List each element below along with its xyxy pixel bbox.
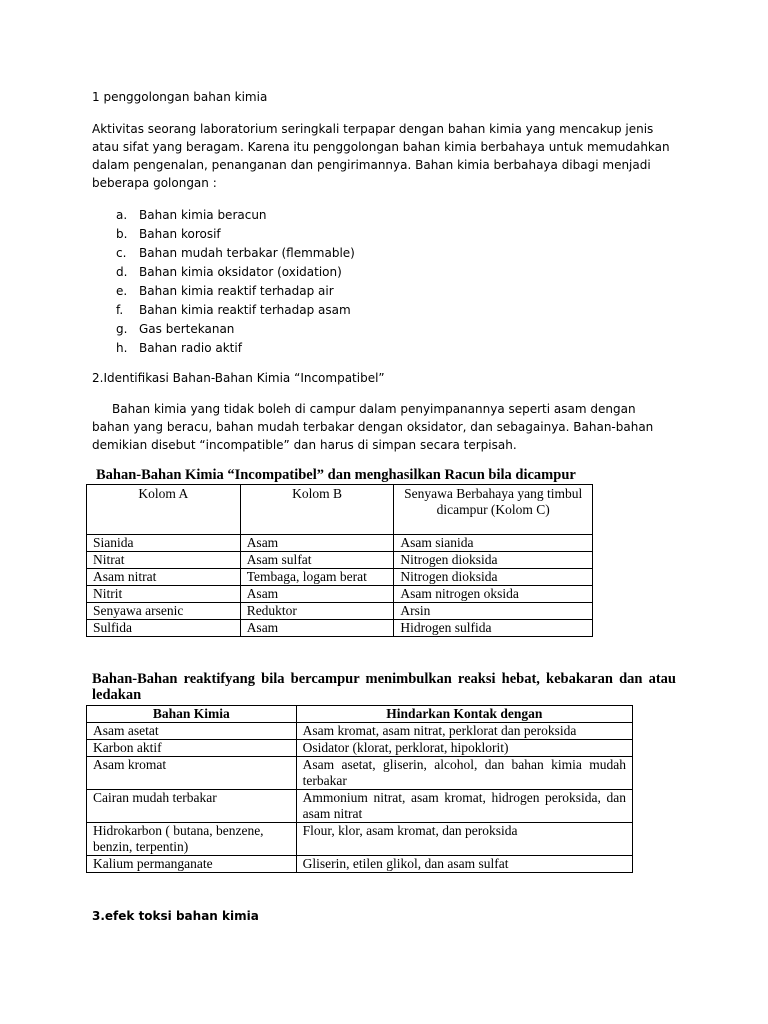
list-item-text: Bahan kimia reaktif terhadap asam — [139, 303, 351, 317]
list-marker: d. — [116, 265, 128, 279]
list-marker: b. — [116, 227, 128, 241]
table-cell: Asam sianida — [394, 535, 593, 552]
intro-paragraph — [92, 120, 682, 192]
table-cell: Asam nitrogen oksida — [394, 586, 593, 603]
incompatible-chemicals-table — [86, 484, 593, 637]
list-item — [92, 225, 355, 244]
table-cell: Karbon aktif — [87, 740, 297, 757]
table-cell: Asam asetat — [87, 723, 297, 740]
column-header: Hindarkan Kontak dengan — [296, 706, 632, 723]
table-cell: Asam — [240, 535, 394, 552]
table-row — [87, 790, 633, 823]
table-1-title: Bahan-Bahan Kimia “Incompatibel” dan menghasilkan Racun bila dicampur — [96, 467, 576, 483]
list-item — [92, 282, 355, 301]
list-marker: g. — [116, 322, 128, 336]
table-row — [87, 569, 593, 586]
list-item-text: Bahan kimia beracun — [139, 208, 267, 222]
list-item — [92, 320, 355, 339]
table-cell: Hidrogen sulfida — [394, 620, 593, 637]
column-header: Kolom B — [240, 485, 394, 535]
table-cell: Nitrogen dioksida — [394, 569, 593, 586]
section-1-heading: 1 penggolongan bahan kimia — [92, 90, 268, 104]
list-marker: h. — [116, 341, 128, 355]
hazard-class-list — [92, 206, 355, 358]
table-row — [87, 856, 633, 873]
table-cell: Tembaga, logam berat — [240, 569, 394, 586]
column-header: Senyawa Berbahaya yang timbul dicampur (Kolom C) — [394, 485, 593, 535]
table-row — [87, 552, 593, 569]
table-cell: Kalium permanganate — [87, 856, 297, 873]
table-row — [87, 620, 593, 637]
list-item-text: Bahan mudah terbakar (flemmable) — [139, 246, 355, 260]
table-row — [87, 823, 633, 856]
table-cell: Nitrat — [87, 552, 241, 569]
list-marker: f. — [116, 303, 124, 317]
list-item — [92, 301, 355, 320]
table-cell: Asam kromat — [87, 757, 297, 790]
table-cell: Senyawa arsenic — [87, 603, 241, 620]
table-cell: Asam nitrat — [87, 569, 241, 586]
table-cell: Asam kromat, asam nitrat, perklorat dan peroksida — [296, 723, 632, 740]
table-cell: Reduktor — [240, 603, 394, 620]
list-item-text: Gas bertekanan — [139, 322, 235, 336]
table-cell: Cairan mudah terbakar — [87, 790, 297, 823]
table-row — [87, 757, 633, 790]
section-3-heading: 3.efek toksi bahan kimia — [92, 909, 259, 923]
table-2-title: Bahan-Bahan reaktifyang bila bercampur menimbulkan reaksi hebat, kebakaran dan atau ledakan — [92, 671, 676, 703]
incompatible-text: Bahan kimia yang tidak boleh di campur dalam penyimpanannya seperti asam dengan bahan yang beracu, bahan mudah terbakar dengan oksidator, dan sebagainya. Bahan-bahan demikian disebut “incompatible” dan harus di simpan secara terpisah. — [92, 402, 654, 452]
table-cell: Ammonium nitrat, asam kromat, hidrogen peroksida, dan asam nitrat — [296, 790, 632, 823]
table-cell: Osidator (klorat, perklorat, hipoklorit) — [296, 740, 632, 757]
list-item — [92, 339, 355, 358]
table-row — [87, 723, 633, 740]
table-header-row — [87, 706, 633, 723]
table-row — [87, 586, 593, 603]
table-cell: Sianida — [87, 535, 241, 552]
list-item-text: Bahan korosif — [139, 227, 221, 241]
table-cell: Nitrogen dioksida — [394, 552, 593, 569]
reactive-chemicals-table — [86, 705, 633, 873]
table-cell: Asam sulfat — [240, 552, 394, 569]
column-header: Bahan Kimia — [87, 706, 297, 723]
table-cell: Hidrokarbon ( butana, benzene, benzin, terpentin) — [87, 823, 297, 856]
list-item — [92, 206, 355, 225]
list-item-text: Bahan radio aktif — [139, 341, 242, 355]
table-cell: Sulfida — [87, 620, 241, 637]
table-row — [87, 603, 593, 620]
table-header-row — [87, 485, 593, 535]
column-header: Kolom A — [87, 485, 241, 535]
table-row — [87, 740, 633, 757]
table-cell: Asam — [240, 620, 394, 637]
list-item — [92, 244, 355, 263]
table-row — [87, 535, 593, 552]
list-marker: a. — [116, 208, 128, 222]
table-cell: Asam — [240, 586, 394, 603]
section-2-heading: 2.Identifikasi Bahan-Bahan Kimia “Incompatibel” — [92, 371, 385, 385]
table-cell: Flour, klor, asam kromat, dan peroksida — [296, 823, 632, 856]
list-item — [92, 263, 355, 282]
list-item-text: Bahan kimia reaktif terhadap air — [139, 284, 334, 298]
table-cell: Gliserin, etilen glikol, dan asam sulfat — [296, 856, 632, 873]
table-cell: Nitrit — [87, 586, 241, 603]
table-cell: Arsin — [394, 603, 593, 620]
list-marker: c. — [116, 246, 127, 260]
incompatible-paragraph — [92, 400, 660, 454]
list-marker: e. — [116, 284, 128, 298]
table-cell: Asam asetat, gliserin, alcohol, dan bahan kimia mudah terbakar — [296, 757, 632, 790]
list-item-text: Bahan kimia oksidator (oxidation) — [139, 265, 342, 279]
intro-text: Aktivitas seorang laboratorium seringkali terpapar dengan bahan kimia yang mencakup jenis atau sifat yang beragam. Karena itu penggolongan bahan kimia berbahaya untuk memudahkan dalam pengenalan, penanganan dan pengirimannya. Bahan kimia berbahaya dibagi menjadi beberapa golongan : — [92, 122, 670, 190]
